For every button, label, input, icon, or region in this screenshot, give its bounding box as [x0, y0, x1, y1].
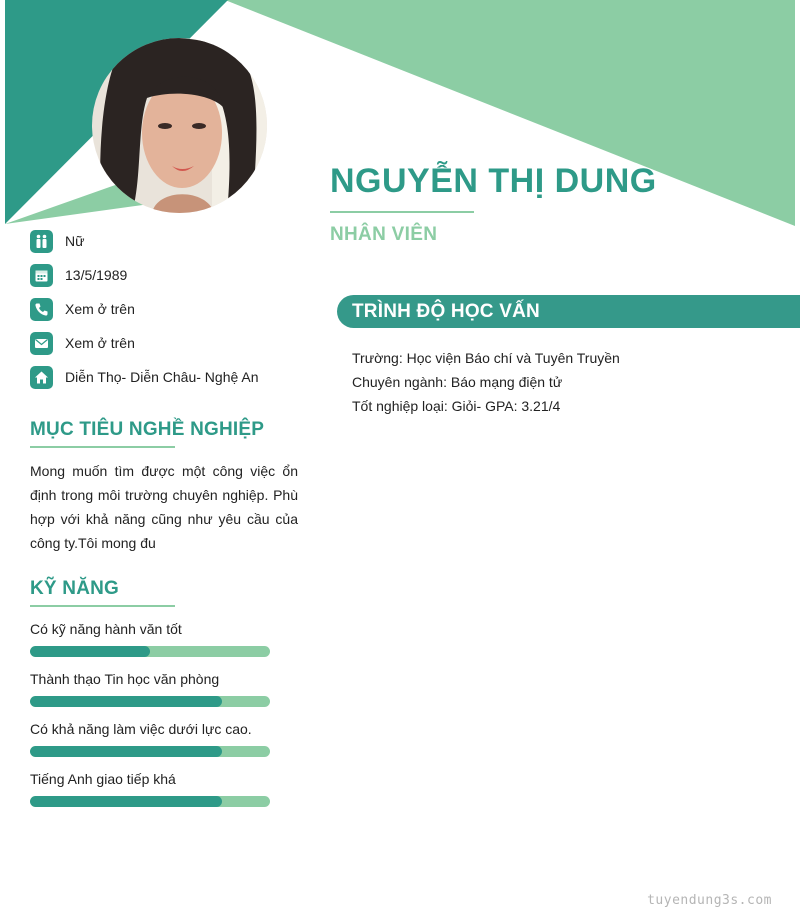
job-title: NHÂN VIÊN: [330, 224, 438, 245]
objective-underline: [30, 446, 175, 448]
contact-birthday: [30, 258, 310, 292]
avatar: [92, 38, 267, 213]
objective-text: Mong muốn tìm được một công việc ổn định trong môi trường chuyên nghiệp. Phù hợp với khả năng cũng như yêu cầu của công ty.Tôi mong đu: [30, 463, 298, 551]
skill-name: Có khả năng làm việc dưới lực cao.: [30, 721, 252, 737]
contact-phone: [30, 292, 310, 326]
skill-fill: [30, 796, 222, 807]
education-header: [337, 295, 800, 328]
skill-name: Tiếng Anh giao tiếp khá: [30, 771, 176, 787]
education-heading: TRÌNH ĐỘ HỌC VẤN: [352, 300, 540, 322]
name-underline: [330, 211, 474, 213]
skill-bar: [30, 696, 270, 707]
skill-item: [30, 719, 270, 769]
skill-bar: [30, 646, 270, 657]
skills-underline: [30, 605, 175, 607]
phone-icon: [30, 298, 53, 321]
contact-email-text: Xem ở trên: [65, 335, 135, 351]
objective-heading: MỤC TIÊU NGHỀ NGHIỆP: [30, 419, 265, 440]
contact-gender-text: Nữ: [65, 233, 85, 249]
contact-birthday-text: 13/5/1989: [65, 267, 128, 283]
skill-bar: [30, 796, 270, 807]
contact-phone-text: Xem ở trên: [65, 301, 135, 317]
calendar-icon: [30, 264, 53, 287]
skill-fill: [30, 696, 222, 707]
skill-name: Thành thạo Tin học văn phòng: [30, 671, 220, 687]
gender-icon: [30, 230, 53, 253]
education-grade: Tốt nghiệp loại: Giỏi- GPA: 3.21/4: [352, 398, 561, 414]
contact-address: [30, 360, 310, 394]
mail-icon: [30, 332, 53, 355]
contact-email: [30, 326, 310, 360]
home-icon: [30, 366, 53, 389]
skill-item: [30, 669, 270, 719]
watermark: tuyendung3s.com: [647, 893, 772, 908]
contact-gender: [30, 224, 310, 258]
skill-name: Có kỹ năng hành văn tốt: [30, 621, 182, 637]
skill-item: [30, 769, 270, 819]
education-details: [352, 346, 772, 418]
education-major: Chuyên ngành: Báo mạng điện tử: [352, 374, 563, 390]
skill-bar: [30, 746, 270, 757]
skills-heading: KỸ NĂNG: [30, 578, 120, 599]
skills-list: [30, 619, 270, 819]
skill-item: [30, 619, 270, 669]
education-school: Trường: Học viện Báo chí và Tuyên Truyền: [352, 350, 620, 366]
skill-fill: [30, 746, 222, 757]
candidate-name: NGUYỄN THỊ DUNG: [330, 162, 657, 200]
skill-fill: [30, 646, 150, 657]
contact-address-text: Diễn Thọ- Diễn Châu- Nghệ An: [65, 369, 259, 385]
contact-list: [30, 224, 310, 394]
